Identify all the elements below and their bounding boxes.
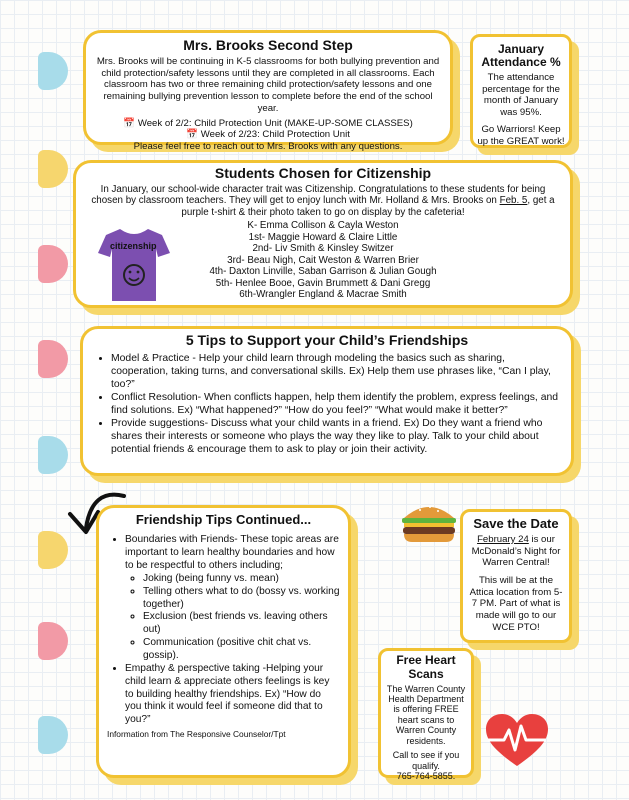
save-date-location: This will be at the Attica location from 5-7 PM. Part of what is made will go to our WCE PTO! — [469, 574, 563, 633]
brooks-section — [83, 30, 453, 152]
continued-list — [107, 534, 340, 727]
continued-section — [96, 505, 351, 778]
attendance-section — [470, 34, 572, 148]
tips-section — [80, 326, 574, 476]
heart-scan-text: The Warren County Health Department is offering FREE heart scans to Warren County residents. — [386, 683, 466, 746]
list-item: • Provide suggestions- Discuss what your child wants in a friend. Ex) Do they want a friend who shares their interests or someone who plays the way they like to play. Talk to your child about potential friends & encourage them to ask to play or join their activity. — [111, 418, 561, 457]
list-item: 1st- Maggie Howard & Claire Little — [248, 231, 398, 243]
side-tab-blue — [38, 52, 68, 90]
list-item: ◦ Exclusion (best friends vs. leaving others out) — [143, 611, 340, 637]
list-item: ◦ Communication (positive chit chat vs. gossip). — [143, 637, 340, 663]
list-item: • Boundaries with Friends- These topic areas are important to learn healthy boundaries and how to be respectful to others including; ◦ Joking (being funny vs. mean) ◦ Telling others what to do (bossy vs. working together) ◦ Exclusion (best friends vs. leaving others out) ◦ Communication (positive chit chat vs. gossip). — [125, 534, 340, 662]
side-tab-pink — [38, 340, 68, 378]
side-tab-yellow — [38, 150, 68, 188]
tips-list — [93, 353, 561, 456]
list-item: 4th- Daxton Linville, Saban Garrison & Julian Gough — [209, 266, 437, 278]
list-item: ◦ Telling others what to do (bossy vs. working together) — [143, 586, 340, 612]
attendance-cheer: Go Warriors! Keep up the GREAT work! — [477, 124, 565, 147]
list-item: 6th-Wrangler England & Macrae Smith — [239, 289, 407, 301]
citizenship-shirt — [98, 225, 170, 303]
tshirt-icon — [98, 225, 170, 303]
save-date-text: February 24 is our McDonald’s Night for Warren Central! — [471, 533, 561, 569]
calendar-icon: 📅 — [186, 129, 199, 141]
list-item: • Conflict Resolution- When conflicts happen, help them identify the problem, express feelings, and find solutions. Ex) “What happened?” “How do you feel?” “What would make it better?” — [111, 392, 561, 418]
list-item: • Empathy & perspective taking -Helping your child learn & appreciate others feelings is key to building healthy friendships. Ex) “How do you think it would feel if someone did that to you?” — [125, 663, 340, 727]
calendar-icon: 📅 — [123, 117, 136, 129]
heart-scan-phone: 765-764-5855. — [396, 771, 456, 782]
source-note: Information from The Responsive Counselor/Tpt — [107, 729, 286, 740]
save-date-title: Save the Date — [473, 516, 559, 531]
sub-list — [125, 573, 340, 663]
list-item: K- Emma Collison & Cayla Weston — [247, 220, 399, 232]
side-tab-blue — [38, 716, 68, 754]
list-item: • Model & Practice - Help your child learn through modeling the basics such as sharing, cooperation, taking turns, and conversational skills. Ex) Help them use phrases like, “Can I play, too?” — [111, 353, 561, 392]
list-item: 5th- Henlee Booe, Gavin Brummett & Dani Gregg — [215, 277, 431, 289]
heart-scan-section — [378, 648, 474, 782]
heart-icon — [484, 712, 550, 768]
brooks-week-1: 📅 Week of 2/2: Child Protection Unit (MAKE-UP-SOME CLASSES) — [123, 117, 413, 129]
attendance-title: January Attendance % — [481, 42, 561, 70]
list-item: ◦ Joking (being funny vs. mean) — [143, 573, 340, 586]
burger-icon — [400, 500, 458, 544]
brooks-title: Mrs. Brooks Second Step — [183, 37, 353, 53]
heart-scan-call: Call to see if you qualify. — [392, 750, 460, 771]
brooks-closing: Please feel free to reach out to Mrs. Brooks with any questions. — [133, 141, 403, 152]
heart-scan-title: Free Heart Scans — [396, 653, 456, 681]
side-tab-pink — [38, 245, 68, 283]
tips-title: 5 Tips to Support your Child’s Friendships — [185, 332, 469, 348]
continued-title: Friendship Tips Continued... — [135, 512, 312, 527]
side-tab-pink — [38, 622, 68, 660]
citizenship-intro: In January, our school-wide character trait was Citizenship. Congratulations to these students for being chosen by classroom teachers. They will get to enjoy lunch with Mr. Holland & Mrs. Brooks on Feb. 5, get a purple t-shirt & their photo taken to go on display by the cafeteria! — [91, 183, 555, 218]
side-tab-blue — [38, 436, 68, 474]
save-date-section — [460, 509, 572, 643]
shirt-label: citizenship — [110, 241, 157, 251]
attendance-text: The attendance percentage for the month of January was 95%. — [482, 72, 560, 118]
citizenship-section — [73, 160, 573, 308]
brooks-week-2: 📅 Week of 2/23: Child Protection Unit — [186, 129, 350, 141]
list-item: 3rd- Beau Nigh, Cait Weston & Warren Brier — [227, 254, 419, 266]
citizenship-title: Students Chosen for Citizenship — [214, 165, 432, 181]
brooks-paragraph: Mrs. Brooks will be continuing in K-5 classrooms for both bullying prevention and child protection/safety lessons until they are completed in all classrooms. Each classroom has two or three remaining child protection/safety lessons and one remaining bullying prevention lesson to complete before the end of the school year. — [96, 56, 440, 114]
list-item: 2nd- Liv Smith & Kinsley Switzer — [252, 243, 394, 255]
